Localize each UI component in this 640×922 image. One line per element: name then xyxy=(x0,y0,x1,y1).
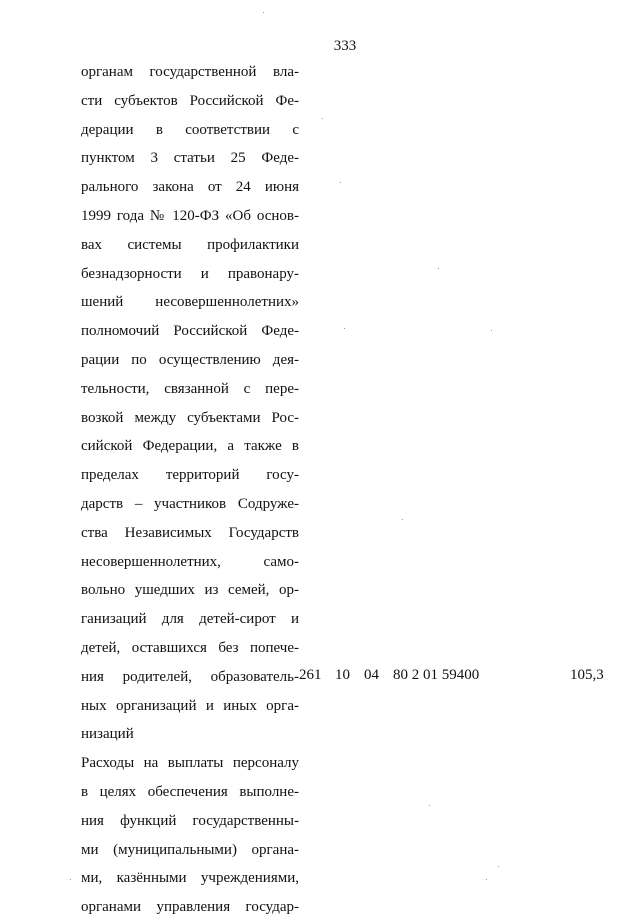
text-line: органами управления государ- xyxy=(81,899,299,916)
text-line: рального закона от 24 июня xyxy=(81,179,299,196)
budget-text-column xyxy=(81,58,299,922)
text-line: органам государственной вла- xyxy=(81,64,299,80)
text-line: возкой между субъектами Рос- xyxy=(81,409,299,426)
scan-speck xyxy=(486,879,487,880)
text-line: ния родителей, образователь- xyxy=(81,668,299,685)
text-line: безнадзорности и правонару- xyxy=(81,265,299,282)
subsection-code: 04 xyxy=(364,667,379,683)
budget-row-values xyxy=(0,661,640,690)
text-line: дарств – участников Содруже- xyxy=(81,495,299,512)
text-line: шений несовершеннолетних» xyxy=(81,294,299,311)
amount-value: 105,3 xyxy=(570,667,604,683)
text-line: полномочий Российской Феде- xyxy=(81,323,299,340)
text-line: детей, оставшихся без попече- xyxy=(81,639,299,656)
scan-speck xyxy=(438,268,439,269)
text-line: ства Независимых Государств xyxy=(81,524,299,541)
text-line: Расходы на выплаты персоналу xyxy=(81,755,299,772)
text-line: ных организаций и иных орга- xyxy=(81,697,299,714)
text-line: в целях обеспечения выполне- xyxy=(81,783,299,800)
text-line: ния функций государственны- xyxy=(81,812,299,829)
text-line: несовершеннолетних, само- xyxy=(81,553,299,570)
text-line: вах системы профилактики xyxy=(81,236,299,253)
text-line: сийской Федерации, а также в xyxy=(81,438,299,455)
text-line: пределах территорий госу- xyxy=(81,467,299,484)
scan-speck xyxy=(344,328,345,329)
text-line: низаций xyxy=(81,726,134,743)
ministry-code: 261 xyxy=(299,667,322,683)
target-article-code: 80 2 01 59400 xyxy=(393,667,480,683)
page-number: 333 xyxy=(333,38,357,54)
scan-speck xyxy=(402,519,403,520)
text-line: рации по осуществлению дея- xyxy=(81,351,299,368)
scan-speck xyxy=(491,330,492,331)
text-line: ми (муниципальными) органа- xyxy=(81,841,299,858)
scan-speck xyxy=(340,182,341,183)
scan-speck xyxy=(322,118,323,119)
text-line: ганизаций для детей-сирот и xyxy=(81,611,299,628)
scan-speck xyxy=(498,866,499,867)
scan-speck xyxy=(429,805,430,806)
text-line: вольно ушедших из семей, ор- xyxy=(81,582,299,599)
text-line: 1999 года № 120-ФЗ «Об основ- xyxy=(81,207,299,224)
text-line: сти субъектов Российской Фе- xyxy=(81,92,299,109)
scan-speck xyxy=(70,879,71,880)
text-line: пунктом 3 статьи 25 Феде- xyxy=(81,150,299,167)
section-code: 10 xyxy=(335,667,350,683)
scan-speck xyxy=(263,12,264,13)
text-line: дерации в соответствии с xyxy=(81,121,299,138)
text-line: ми, казёнными учреждениями, xyxy=(81,870,299,887)
text-line: тельности, связанной с пере- xyxy=(81,380,299,397)
